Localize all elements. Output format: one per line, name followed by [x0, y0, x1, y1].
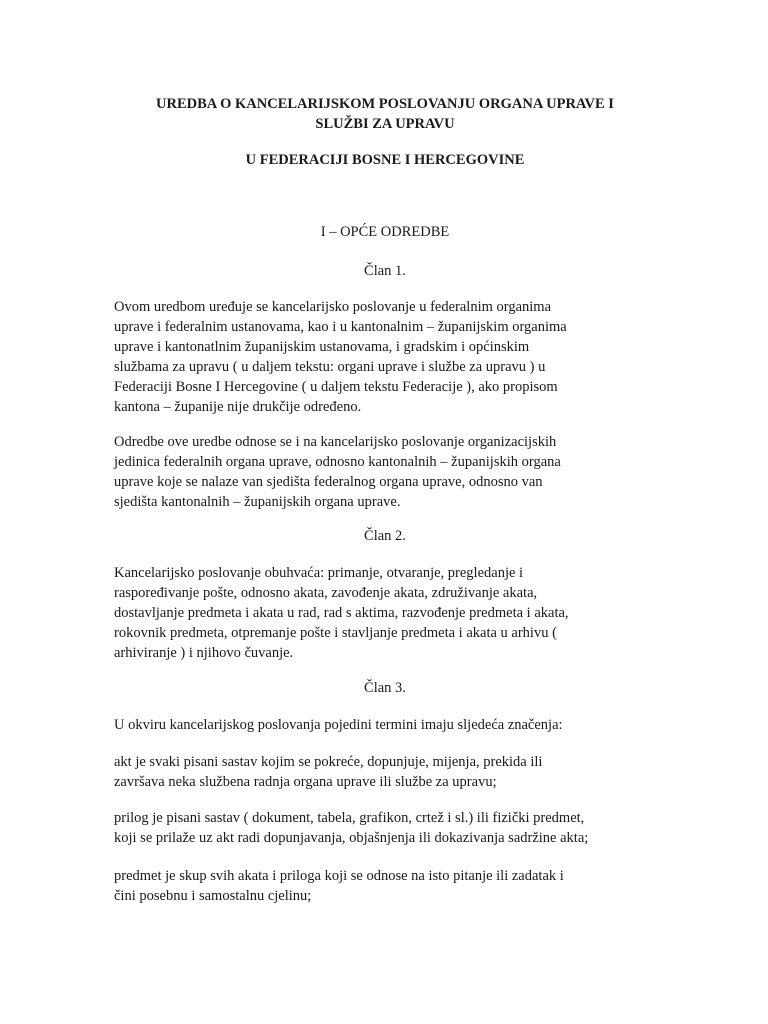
article-1-paragraph-1: Ovom uredbom uređuje se kancelarijsko poslovanje u federalnim organima uprave i federalnim ustanovama, kao i u kantonalnim – županijskim organima uprave i kantonatlnim županijskim ustanovama, i gradskim i općinskim službama za upravu ( u daljem tekstu: organi uprave i službe za upravu ) u Federaciji Bosne I Hercegovine ( u daljem tekstu Federacije ), ako propisom kantona – županije nije drukčije određeno. [114, 299, 567, 415]
document-subtitle: U FEDERACIJI BOSNE I HERCEGOVINE [245, 152, 525, 168]
article-3-paragraph-1: U okviru kancelarijskog poslovanja pojedini termini imaju sljedeća značenja: [114, 717, 563, 733]
article-3-paragraph-4: predmet je skup svih akata i priloga koji se odnose na isto pitanje ili zadatak i čini posebnu i samostalnu cjelinu; [114, 868, 564, 904]
article-heading-2: Član 2. [364, 528, 406, 544]
document-title: UREDBA O KANCELARIJSKOM POSLOVANJU ORGANA UPRAVE I SLUŽBI ZA UPRAVU [156, 96, 614, 132]
section-heading: I – OPĆE ODREDBE [320, 224, 450, 240]
article-heading-3: Član 3. [364, 680, 406, 696]
article-3-paragraph-2: akt je svaki pisani sastav kojim se pokreće, dopunjuje, mijenja, prekida ili završava neka službena radnja organa uprave ili službe za upravu; [114, 754, 543, 790]
article-2-paragraph-1: Kancelarijsko poslovanje obuhvaća: primanje, otvaranje, pregledanje i raspoređivanje pošte, odnosno akata, zavođenje akata, združivanje akata, dostavljanje predmeta i akata u rad, rad s aktima, razvođenje predmeta i akata, rokovnik predmeta, otpremanje pošte i stavljanje predmeta i akata u arhivu ( arhiviranje ) i njihovo čuvanje. [114, 565, 569, 661]
article-1-paragraph-2: Odredbe ove uredbe odnose se i na kancelarijsko poslovanje organizacijskih jedinica federalnih organa uprave, odnosno kantonalnih – županijskih organa uprave koje se nalaze van sjedišta federalnog organa uprave, odnosno van sjedišta kantonalnih – županijskih organa uprave. [114, 434, 561, 510]
article-3-paragraph-3: prilog je pisani sastav ( dokument, tabela, grafikon, crtež i sl.) ili fizički predmet, koji se prilaže uz akt radi dopunjavanja, objašnjenja ili dokazivanja sadržine akta; [114, 810, 589, 846]
article-heading-1: Član 1. [364, 263, 406, 279]
